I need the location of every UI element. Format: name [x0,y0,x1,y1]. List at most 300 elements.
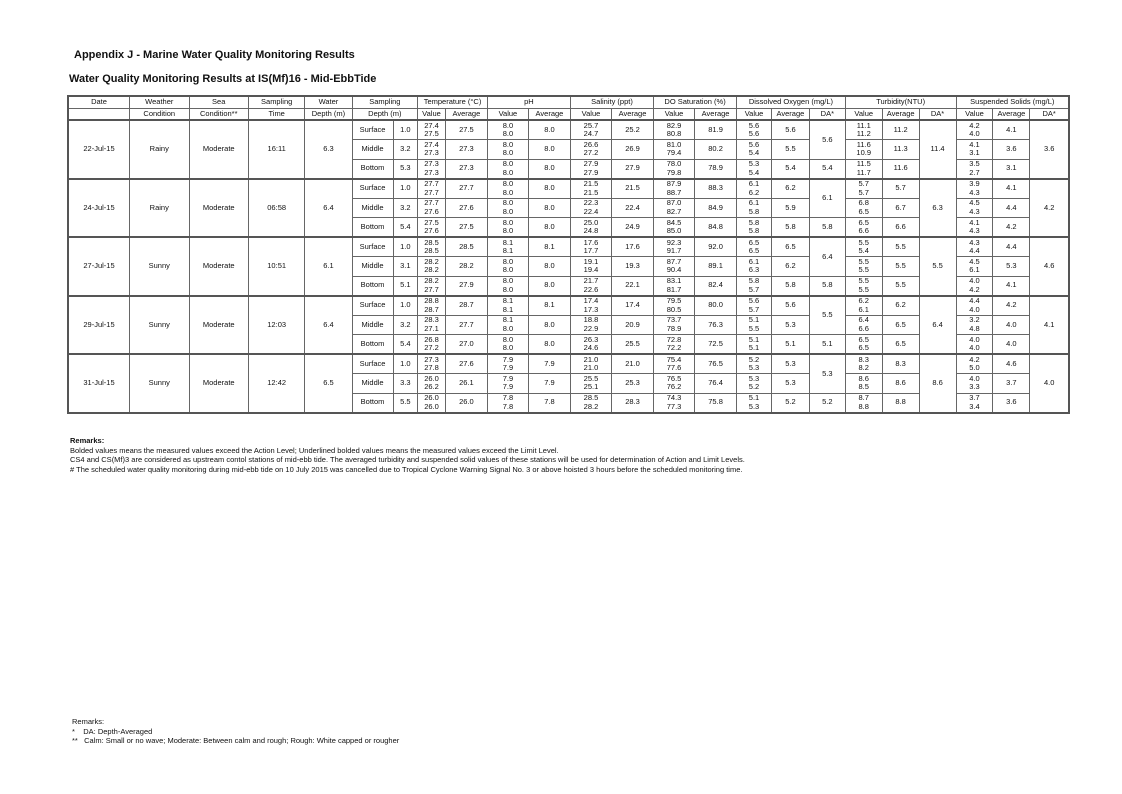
value-reading: 5.5 [858,237,869,247]
cell-turbidity-avg: 5.5 [882,237,919,257]
cell-do-sat-avg: 92.0 [695,237,737,257]
value-reading: 3.7 [969,393,980,402]
value-reading: 26.3 [583,334,599,344]
cell-do-avg: 5.8 [771,276,809,296]
cell-ph-avg: 8.0 [528,120,570,140]
cell-date: 27-Jul-15 [68,237,130,296]
cell-date: 22-Jul-15 [68,120,130,179]
cell-turbidity-da: 6.4 [919,296,956,355]
value-reading: 6.1 [969,265,980,275]
value-pair-cell [654,257,695,277]
value-reading: 17.7 [583,246,599,255]
cell-depth: 5.4 [393,335,418,355]
value-reading: 27.1 [424,323,439,333]
value-reading: 6.2 [748,187,760,197]
cell-do-da-bottom: 5.8 [809,218,845,238]
column-subheader: Average [528,108,570,120]
cell-depth: 5.4 [393,218,418,238]
value-pair-cell [845,179,882,199]
value-pair-cell [845,296,882,316]
value-reading: 28.5 [583,393,599,402]
cell-do-avg: 6.2 [771,179,809,199]
cell-ss-avg: 4.4 [993,198,1030,218]
value-pair-cell [956,296,993,316]
water-quality-table [67,95,1070,414]
value-reading: 8.0 [502,265,514,275]
cell-level: Bottom [352,335,393,355]
value-reading: 76.5 [666,373,682,383]
value-pair-cell [845,276,882,296]
cell-ss-avg: 4.6 [993,354,1030,374]
value-reading: 8.0 [502,284,514,294]
value-reading: 5.1 [748,334,760,344]
value-reading: 21.5 [583,187,599,197]
value-reading: 24.8 [583,226,599,235]
value-pair-cell [654,237,695,257]
value-pair-cell [487,393,528,413]
value-reading: 28.3 [424,315,439,325]
table-row [68,237,1069,257]
value-pair-cell [654,140,695,160]
cell-temp-avg: 26.1 [445,374,487,394]
column-subheader: Time [248,108,304,120]
value-pair-cell [418,140,446,160]
value-reading: 5.6 [748,120,760,130]
value-reading: 27.7 [424,284,439,294]
value-reading: 5.7 [748,304,760,314]
cell-level: Surface [352,120,393,140]
value-pair-cell [956,120,993,140]
value-reading: 24.6 [583,343,599,352]
value-pair-cell [570,140,611,160]
value-reading: 27.4 [424,139,439,149]
cell-level: Middle [352,140,393,160]
value-pair-cell [737,354,772,374]
value-pair-cell [487,315,528,335]
value-reading: 4.0 [969,373,980,383]
remark-line: # The scheduled water quality monitoring during mid-ebb tide on 10 July 2015 was cancelled due to Tropical Cyclone Warning Signal No. 3 or above hoisted 3 hours before the scheduled monitoring time. [70,464,743,474]
value-reading: 78.9 [666,323,682,333]
value-pair-cell [956,218,993,238]
cell-salinity-avg: 28.3 [611,393,653,413]
cell-ph-avg: 7.9 [528,374,570,394]
cell-ph-avg: 8.0 [528,218,570,238]
value-reading: 8.7 [858,393,869,402]
value-reading: 8.1 [502,237,514,247]
cell-weather: Sunny [130,354,189,413]
value-reading: 21.5 [583,179,599,188]
cell-do-sat-avg: 76.5 [695,354,737,374]
cell-salinity-avg: 26.9 [611,140,653,160]
value-reading: 27.7 [424,187,439,197]
cell-ss-avg: 3.6 [993,393,1030,413]
column-subheader: Depth (m) [305,108,352,120]
cell-salinity-avg: 20.9 [611,315,653,335]
value-reading: 5.5 [748,323,760,333]
value-pair-cell [570,296,611,316]
cell-temp-avg: 27.3 [445,140,487,160]
value-reading: 27.5 [424,129,439,138]
value-reading: 92.3 [666,237,682,247]
cell-ss-avg: 4.2 [993,296,1030,316]
value-reading: 26.0 [424,393,439,402]
value-reading: 8.1 [502,315,514,325]
cell-ph-avg: 8.1 [528,296,570,316]
value-pair-cell [487,237,528,257]
value-reading: 4.3 [969,187,980,197]
cell-level: Bottom [352,276,393,296]
value-pair-cell [654,335,695,355]
footnote-line: * DA: Depth-Averaged [72,726,153,736]
cell-temp-avg: 27.5 [445,120,487,140]
value-pair-cell [737,140,772,160]
cell-turbidity-avg: 5.7 [882,179,919,199]
value-reading: 4.0 [969,334,980,344]
cell-turbidity-da: 8.6 [919,354,956,413]
value-reading: 5.7 [748,284,760,294]
value-reading: 26.2 [424,382,439,392]
value-reading: 6.5 [748,237,760,247]
value-reading: 27.2 [424,343,439,352]
cell-do-avg: 5.9 [771,198,809,218]
column-subheader: Value [487,108,528,120]
value-pair-cell [418,354,446,374]
value-reading: 91.7 [666,246,682,255]
column-header: pH [487,96,570,108]
cell-do-avg: 5.2 [771,393,809,413]
cell-weather: Sunny [130,296,189,355]
cell-ph-avg: 8.0 [528,179,570,199]
cell-do-da-bottom: 5.8 [809,276,845,296]
value-reading: 4.3 [969,226,980,235]
cell-ph-avg: 8.0 [528,276,570,296]
cell-depth: 5.1 [393,276,418,296]
value-pair-cell [418,315,446,335]
value-pair-cell [418,276,446,296]
cell-ph-avg: 8.0 [528,335,570,355]
value-reading: 27.4 [424,120,439,130]
remarks-heading: Remarks: [70,436,105,445]
value-reading: 22.3 [583,198,599,208]
value-reading: 4.8 [969,323,980,333]
cell-do-sat-avg: 82.4 [695,276,737,296]
value-reading: 5.3 [748,363,760,372]
cell-do-sat-avg: 76.4 [695,374,737,394]
value-reading: 79.4 [666,148,682,158]
value-reading: 17.6 [583,237,599,247]
column-header: Water [305,96,352,108]
value-reading: 6.5 [748,246,760,255]
value-reading: 25.1 [583,382,599,392]
cell-temp-avg: 26.0 [445,393,487,413]
value-pair-cell [487,218,528,238]
value-pair-cell [654,315,695,335]
remarks2-heading: Remarks: [72,717,105,726]
cell-turbidity-da: 5.5 [919,237,956,296]
column-subheader: Value [570,108,611,120]
value-pair-cell [845,393,882,413]
value-pair-cell [737,257,772,277]
cell-date: 24-Jul-15 [68,179,130,238]
value-reading: 26.0 [424,401,439,411]
cell-do-da: 5.5 [809,296,845,335]
cell-ss-da: 4.0 [1030,354,1069,413]
value-reading: 28.2 [583,401,599,411]
cell-temp-avg: 27.6 [445,354,487,374]
value-reading: 73.7 [666,315,682,325]
value-reading: 27.5 [424,217,439,227]
value-reading: 27.8 [424,363,439,372]
value-pair-cell [737,120,772,140]
table-header [68,96,1069,120]
cell-do-da: 5.3 [809,354,845,393]
value-reading: 4.2 [969,284,980,294]
value-pair-cell [418,393,446,413]
cell-water-depth: 6.3 [305,120,352,179]
value-reading: 4.0 [969,304,980,314]
value-reading: 27.6 [424,226,439,235]
cell-do-avg: 5.3 [771,315,809,335]
value-pair-cell [487,257,528,277]
value-reading: 72.2 [666,343,682,352]
cell-do-da: 6.1 [809,179,845,218]
cell-temp-avg: 27.9 [445,276,487,296]
value-reading: 77.6 [666,363,682,372]
value-pair-cell [845,335,882,355]
value-pair-cell [654,354,695,374]
value-reading: 28.5 [424,246,439,255]
cell-ph-avg: 8.0 [528,315,570,335]
value-reading: 5.7 [858,179,869,188]
cell-date: 31-Jul-15 [68,354,130,413]
cell-depth: 3.2 [393,140,418,160]
value-pair-cell [956,354,993,374]
value-reading: 7.9 [502,373,514,383]
value-pair-cell [570,237,611,257]
value-reading: 5.6 [748,139,760,149]
value-reading: 28.2 [424,276,439,285]
value-pair-cell [737,296,772,316]
cell-depth: 1.0 [393,237,418,257]
cell-do-avg: 5.3 [771,374,809,394]
cell-level: Bottom [352,218,393,238]
value-reading: 8.0 [502,129,514,138]
cell-do-avg: 5.1 [771,335,809,355]
cell-salinity-avg: 25.2 [611,120,653,140]
value-pair-cell [570,393,611,413]
value-reading: 5.5 [858,284,869,294]
table-row [68,354,1069,374]
value-reading: 19.1 [583,256,599,266]
value-reading: 25.5 [583,373,599,383]
cell-time: 12:03 [248,296,304,355]
value-reading: 5.5 [858,265,869,275]
value-reading: 4.5 [969,198,980,208]
cell-weather: Sunny [130,237,189,296]
column-subheader: Value [654,108,695,120]
value-reading: 28.2 [424,265,439,275]
value-reading: 8.0 [502,256,514,266]
value-pair-cell [956,276,993,296]
value-reading: 8.0 [502,217,514,227]
footnote-line: ** Calm: Small or no wave; Moderate: Between calm and rough; Rough: White capped or rougher [72,736,400,745]
remarks-footnotes [72,717,399,746]
cell-temp-avg: 27.7 [445,179,487,199]
value-reading: 8.8 [858,401,869,411]
cell-turbidity-avg: 8.8 [882,393,919,413]
cell-temp-avg: 28.5 [445,237,487,257]
value-reading: 90.4 [666,265,682,275]
value-reading: 5.3 [748,373,760,383]
value-pair-cell [487,296,528,316]
value-reading: 4.5 [969,256,980,266]
cell-do-sat-avg: 75.8 [695,393,737,413]
value-pair-cell [654,198,695,218]
column-header: Date [68,96,130,108]
column-subheader: Average [445,108,487,120]
value-reading: 81.7 [666,284,682,294]
value-pair-cell [487,120,528,140]
value-reading: 3.9 [969,179,980,188]
cell-depth: 3.2 [393,198,418,218]
value-reading: 8.1 [502,246,514,255]
cell-salinity-avg: 27.9 [611,159,653,179]
table-body [68,120,1069,413]
cell-turbidity-da: 11.4 [919,120,956,179]
value-reading: 26.8 [424,334,439,344]
value-reading: 11.7 [856,167,871,177]
value-reading: 4.2 [969,120,980,130]
value-reading: 27.3 [424,354,439,364]
value-pair-cell [737,335,772,355]
value-pair-cell [845,315,882,335]
cell-time: 16:11 [248,120,304,179]
value-pair-cell [737,374,772,394]
value-reading: 5.3 [748,401,760,411]
cell-level: Bottom [352,159,393,179]
value-pair-cell [956,140,993,160]
cell-ss-avg: 4.0 [993,335,1030,355]
cell-salinity-avg: 21.0 [611,354,653,374]
cell-ph-avg: 7.9 [528,354,570,374]
cell-ss-da: 3.6 [1030,120,1069,179]
cell-salinity-avg: 19.3 [611,257,653,277]
column-subheader: Average [882,108,919,120]
cell-sea: Moderate [189,296,248,355]
value-pair-cell [654,120,695,140]
cell-salinity-avg: 25.3 [611,374,653,394]
cell-do-avg: 5.3 [771,354,809,374]
value-pair-cell [418,159,446,179]
value-pair-cell [737,315,772,335]
cell-temp-avg: 27.3 [445,159,487,179]
value-reading: 8.2 [858,363,869,372]
value-reading: 5.2 [748,382,760,392]
value-reading: 27.3 [424,148,439,158]
cell-water-depth: 6.4 [305,179,352,238]
cell-turbidity-avg: 6.5 [882,315,919,335]
value-reading: 4.3 [969,206,980,216]
value-reading: 10.9 [856,148,872,158]
cell-time: 10:51 [248,237,304,296]
cell-ph-avg: 8.0 [528,159,570,179]
cell-turbidity-avg: 6.6 [882,218,919,238]
value-pair-cell [654,374,695,394]
value-reading: 5.7 [858,187,869,197]
value-reading: 80.5 [666,304,682,314]
value-reading: 28.5 [424,237,439,247]
value-reading: 3.2 [969,315,980,325]
value-reading: 8.5 [858,382,869,392]
value-reading: 76.2 [666,382,682,392]
value-reading: 74.3 [666,393,682,402]
value-reading: 7.8 [502,401,514,411]
value-reading: 8.0 [502,179,514,188]
cell-temp-avg: 28.7 [445,296,487,316]
cell-weather: Rainy [130,179,189,238]
cell-ss-avg: 4.0 [993,315,1030,335]
value-reading: 21.0 [583,354,599,364]
value-pair-cell [654,296,695,316]
cell-ss-avg: 5.3 [993,257,1030,277]
value-reading: 84.5 [666,217,682,227]
value-pair-cell [956,257,993,277]
remark-line: CS4 and CS(Mf)3 are considered as upstream contol stations of mid-ebb tide. The averaged turbidity and suspended solid values of these stations will be used for determination of Action and Limit Levels. [70,455,745,464]
cell-temp-avg: 27.5 [445,218,487,238]
value-pair-cell [956,374,993,394]
value-reading: 27.2 [583,148,599,158]
value-reading: 79.8 [666,167,682,177]
cell-salinity-avg: 21.5 [611,179,653,199]
value-reading: 28.2 [424,256,439,266]
cell-do-sat-avg: 80.2 [695,140,737,160]
cell-sea: Moderate [189,354,248,413]
value-pair-cell [654,276,695,296]
value-reading: 8.0 [502,198,514,208]
value-pair-cell [737,237,772,257]
cell-do-avg: 5.4 [771,159,809,179]
value-reading: 27.7 [424,179,439,188]
cell-salinity-avg: 24.9 [611,218,653,238]
value-reading: 8.1 [502,296,514,305]
value-reading: 19.4 [583,265,599,275]
cell-sea: Moderate [189,120,248,179]
value-reading: 26.0 [424,373,439,383]
value-reading: 6.5 [858,206,869,216]
value-reading: 6.1 [858,304,869,314]
value-reading: 8.0 [502,323,514,333]
cell-level: Middle [352,315,393,335]
cell-ss-avg: 4.1 [993,179,1030,199]
column-subheader: Average [695,108,737,120]
appendix-title: Appendix J - Marine Water Quality Monitoring Results [74,49,355,61]
value-pair-cell [570,335,611,355]
cell-do-sat-avg: 78.9 [695,159,737,179]
value-reading: 8.0 [502,159,514,168]
cell-do-da: 6.4 [809,237,845,276]
cell-ss-avg: 4.1 [993,276,1030,296]
cell-turbidity-avg: 6.5 [882,335,919,355]
cell-ph-avg: 8.0 [528,140,570,160]
value-reading: 25.0 [583,217,599,227]
value-reading: 80.8 [666,129,682,138]
value-reading: 22.6 [583,284,599,294]
value-pair-cell [418,257,446,277]
column-header: Sea [189,96,248,108]
value-reading: 26.6 [583,139,599,149]
value-reading: 27.6 [424,206,439,216]
value-reading: 25.7 [583,120,599,130]
